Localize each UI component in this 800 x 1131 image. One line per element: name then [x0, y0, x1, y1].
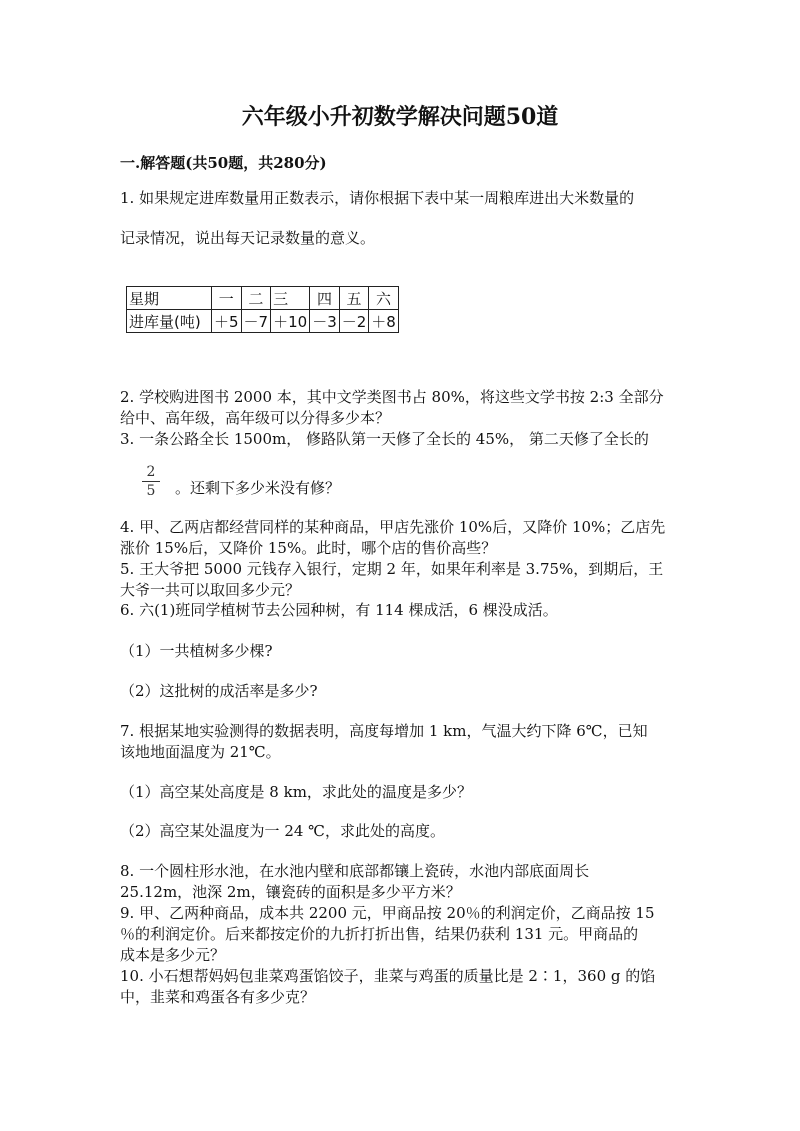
- table-cell: ＋8: [369, 310, 399, 333]
- question-7-sub-1: （1）高空某处高度是 8 km，求此处的温度是多少？: [120, 783, 472, 801]
- table-cell: －2: [339, 310, 369, 333]
- question-6-line-1: 6. 六(1)班同学植树节去公园种树，有 114 棵成活，6 棵没成活。: [120, 601, 558, 619]
- grain-record-table: [126, 286, 399, 333]
- question-1-line-2: 记录情况，说出每天记录数量的意义。: [120, 229, 376, 247]
- question-5-line-1: 5. 王大爷把 5000 元钱存入银行，定期 2 年，如果年利率是 3.75%，到期后，王: [120, 560, 664, 578]
- section-heading: 一.解答题(共50题，共280分): [120, 154, 327, 172]
- table-cell: ＋5: [212, 310, 242, 333]
- question-5-line-2: 大爷一共可以取回多少元？: [120, 581, 301, 599]
- question-10-line-2: 中，韭菜和鸡蛋各有多少克？: [120, 988, 316, 1006]
- question-7-sub-2: （2）高空某处温度为一 24 ℃，求此处的高度。: [120, 822, 445, 840]
- question-8-line-1: 8. 一个圆柱形水池，在水池内壁和底部都镶上瓷砖，水池内部底面周长: [120, 862, 590, 880]
- question-10-line-1: 10. 小石想帮妈妈包韭菜鸡蛋馅饺子，韭菜与鸡蛋的质量比是 2∶1，360 g 的馅: [120, 967, 656, 985]
- question-9-line-1: 9. 甲、乙两种商品，成本共 2200 元，甲商品按 20％的利润定价，乙商品按 15: [120, 904, 655, 922]
- question-1-line-1: 1. 如果规定进库数量用正数表示，请你根据下表中某一周粮库进出大米数量的: [120, 189, 635, 207]
- page-title: 六年级小升初数学解决问题50道: [241, 104, 559, 130]
- table-row: [127, 310, 399, 333]
- question-6-sub-2: （2）这批树的成活率是多少?: [120, 682, 318, 700]
- table-header-row: [127, 287, 399, 310]
- question-8-line-2: 25.12m，池深 2m，镶瓷砖的面积是多少平方米？: [120, 883, 461, 901]
- question-2-line-1: 2. 学校购进图书 2000 本，其中文学类图书占 80%，将这些文学书按 2:3 全部分: [120, 388, 664, 406]
- table-cell: ＋10: [271, 310, 310, 333]
- table-cell: 三: [271, 287, 310, 310]
- question-3-line-1: 3. 一条公路全长 1500m， 修路队第一天修了全长的 45%， 第二天修了全长的: [120, 430, 649, 448]
- question-2-line-2: 给中、高年级，高年级可以分得多少本？: [120, 409, 391, 427]
- fraction-bar: [142, 481, 160, 482]
- table-cell: 五: [339, 287, 369, 310]
- question-6-sub-1: （1）一共植树多少棵?: [120, 642, 273, 660]
- fraction-denominator: 5: [146, 483, 156, 499]
- table-cell: 一: [212, 287, 242, 310]
- table-cell: 二: [241, 287, 271, 310]
- question-4-line-1: 4. 甲、乙两店都经营同样的某种商品，甲店先涨价 10%后，又降价 10%；乙店先: [120, 518, 666, 536]
- table-cell: 进库量(吨): [127, 310, 212, 333]
- table-cell: 四: [310, 287, 340, 310]
- question-9-line-3: 成本是多少元？: [120, 946, 226, 964]
- table-cell: 星期: [127, 287, 212, 310]
- question-3-line-2: 。还剩下多少米没有修？: [175, 479, 341, 497]
- question-9-line-2: ％的利润定价。后来都按定价的九折打折出售，结果仍获利 131 元。甲商品的: [120, 925, 639, 943]
- fraction-numerator: 2: [146, 464, 156, 480]
- question-7-line-1: 7. 根据某地实验测得的数据表明，高度每增加 1 km，气温大约下降 6℃，已知: [120, 722, 648, 740]
- question-4-line-2: 涨价 15%后，又降价 15%。此时，哪个店的售价高些？: [120, 539, 497, 557]
- question-7-line-2: 该地地面温度为 21℃。: [120, 743, 281, 761]
- table-cell: －3: [310, 310, 340, 333]
- table-cell: 六: [369, 287, 399, 310]
- fraction-two-fifths: [142, 464, 160, 499]
- table-cell: －7: [241, 310, 271, 333]
